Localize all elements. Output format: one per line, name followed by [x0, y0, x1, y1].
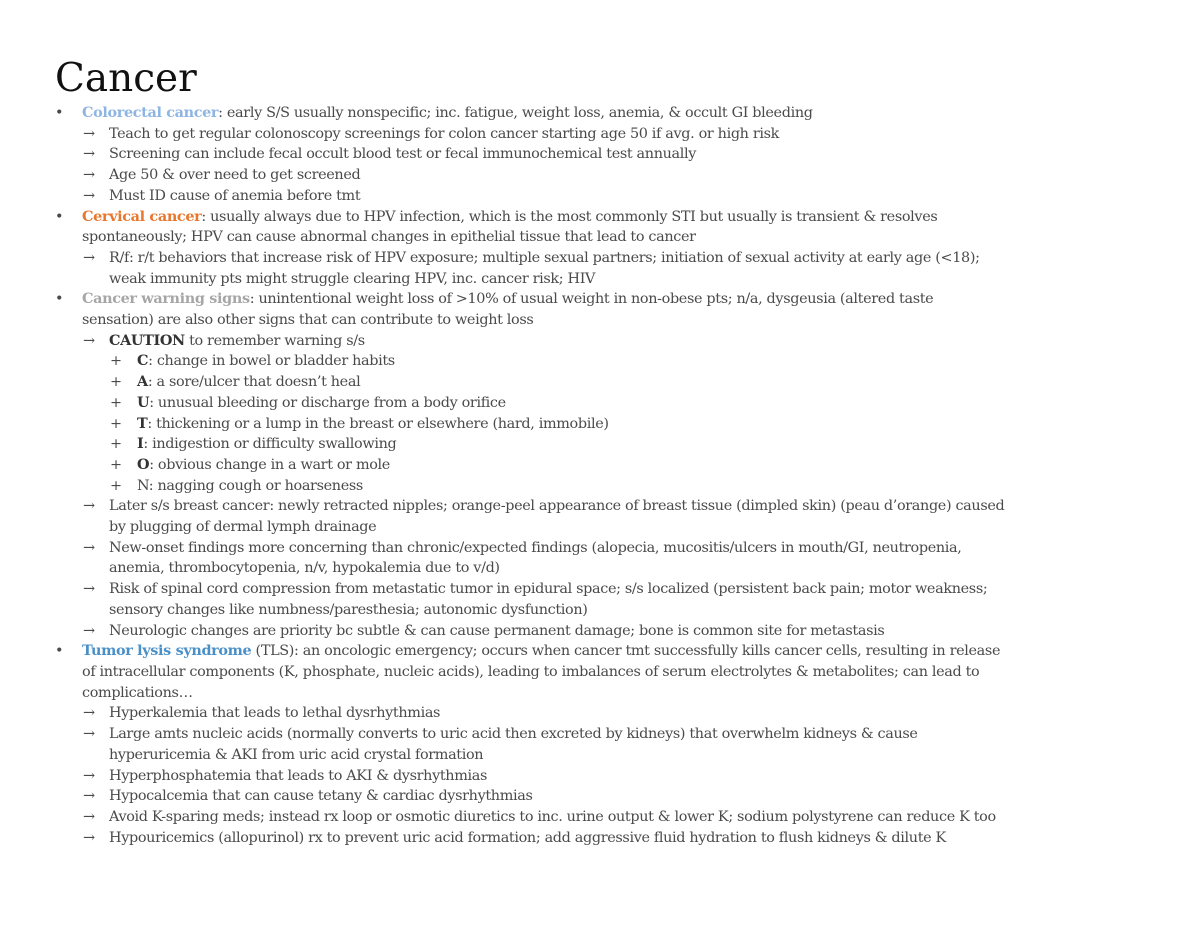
caution-letter: C	[137, 352, 149, 370]
caution-key: CAUTION	[109, 331, 185, 349]
sub-text: anemia, thrombocytopenia, n/v, hypokalemia due to v/d)	[109, 560, 500, 577]
plus-marker: +	[110, 415, 122, 432]
plus-marker: +	[110, 374, 122, 391]
sub-text: hyperuricemia & AKI from uric acid crystal formation	[109, 746, 484, 763]
plus-marker: +	[110, 456, 122, 473]
sub-text: Screening can include fecal occult blood test or fecal immunochemical test annually	[109, 146, 697, 163]
arrow-marker: →	[83, 539, 95, 556]
sub-text: Teach to get regular colonoscopy screenings for colon cancer starting age 50 if avg. or high risk	[109, 125, 780, 142]
bullet-warning-signs	[55, 289, 1155, 310]
caution-item	[55, 434, 1155, 455]
sub-continuation	[55, 745, 1155, 766]
plus-marker: +	[110, 477, 122, 494]
caution-text: : indigestion or difficulty swallowing	[143, 436, 397, 453]
caution-text: : a sore/ulcer that doesn’t heal	[147, 374, 361, 391]
sub-item	[55, 828, 1155, 849]
sub-text: Hyperphosphatemia that leads to AKI & dysrhythmias	[109, 767, 488, 784]
sub-item	[55, 165, 1155, 186]
caution-letter: T	[137, 414, 148, 432]
sub-text: by plugging of dermal lymph drainage	[109, 519, 377, 536]
caution-letter: I	[137, 435, 144, 453]
bullet-text: (TLS): an oncologic emergency; occurs when cancer tmt successfully kills cancer cells, resulting in release	[251, 643, 1001, 660]
sub-item	[55, 703, 1155, 724]
caution-letter: A	[137, 373, 148, 391]
sub-text: Avoid K-sparing meds; instead rx loop or osmotic diuretics to inc. urine output & lower K; sodium polystyrene can reduce K too	[109, 808, 996, 825]
sub-text: Hyperkalemia that leads to lethal dysrhythmias	[109, 705, 441, 722]
sub-continuation	[55, 517, 1155, 538]
sub-text: Risk of spinal cord compression from metastatic tumor in epidural space; s/s localized (persistent back pain; motor weakness;	[109, 581, 988, 598]
sub-item	[55, 248, 1155, 269]
arrow-marker: →	[83, 249, 95, 266]
caution-letter: O	[137, 455, 150, 473]
sub-text: Large amts nucleic acids (normally converts to uric acid then excreted by kidneys) that overwhelm kidneys & cause	[109, 726, 918, 743]
sub-item	[55, 579, 1155, 600]
caution-item	[55, 351, 1155, 372]
arrow-marker: →	[83, 187, 95, 204]
term-tumor-lysis: Tumor lysis syndrome	[82, 642, 252, 660]
arrow-marker: →	[83, 498, 95, 515]
caution-text: : thickening or a lump in the breast or elsewhere (hard, immobile)	[147, 415, 609, 432]
sub-text: weak immunity pts might struggle clearing HPV, inc. cancer risk; HIV	[109, 270, 596, 287]
arrow-marker: →	[83, 581, 95, 598]
caution-text: : obvious change in a wart or mole	[149, 456, 390, 473]
sub-text: New-onset findings more concerning than chronic/expected findings (alopecia, mucositis/ulcers in mouth/GI, neutropenia,	[109, 539, 962, 556]
caution-text: : change in bowel or bladder habits	[148, 353, 395, 370]
bullet-marker: •	[55, 291, 64, 308]
sub-item	[55, 807, 1155, 828]
sub-text: Hypouricemics (allopurinol) rx to prevent uric acid formation; add aggressive fluid hydration to flush kidneys & dilute K	[109, 829, 946, 846]
caution-item	[55, 455, 1155, 476]
caution-item	[55, 476, 1155, 497]
sub-item	[55, 496, 1155, 517]
bullet-continuation	[55, 310, 1155, 331]
sub-text: Later s/s breast cancer: newly retracted nipples; orange-peel appearance of breast tissue (dimpled skin) (peau d’orange) caused	[109, 498, 1005, 515]
arrow-marker: →	[83, 705, 95, 722]
arrow-marker: →	[83, 622, 95, 639]
arrow-marker: →	[83, 788, 95, 805]
bullet-text: sensation) are also other signs that can contribute to weight loss	[82, 312, 534, 329]
arrow-marker: →	[83, 125, 95, 142]
sub-item	[55, 124, 1155, 145]
sub-item	[55, 144, 1155, 165]
sub-item	[55, 766, 1155, 787]
caution-letter: U	[137, 393, 150, 411]
bullet-cervical	[55, 207, 1155, 228]
caution-text: : unusual bleeding or discharge from a body orifice	[149, 394, 506, 411]
bullet-continuation	[55, 662, 1155, 683]
arrow-marker: →	[83, 332, 95, 349]
arrow-marker: →	[83, 808, 95, 825]
bullet-colorectal	[55, 103, 1155, 124]
term-colorectal: Colorectal cancer	[82, 104, 219, 121]
sub-text: to remember warning s/s	[184, 332, 365, 349]
sub-text: R/f: r/t behaviors that increase risk of HPV exposure; multiple sexual partners; initiation of sexual activity at early age (<18);	[109, 249, 980, 266]
sub-item	[55, 538, 1155, 559]
arrow-marker: →	[83, 829, 95, 846]
sub-item	[55, 724, 1155, 745]
term-cervical: Cervical cancer	[82, 207, 202, 225]
sub-item	[55, 186, 1155, 207]
caution-letter: N	[137, 477, 149, 494]
bullet-text: : unintentional weight loss of >10% of usual weight in non-obese pts; n/a, dysgeusia (altered taste	[249, 291, 934, 308]
sub-text: Neurologic changes are priority bc subtle & can cause permanent damage; bone is common site for metastasis	[109, 622, 885, 639]
bullet-text: : early S/S usually nonspecific; inc. fatigue, weight loss, anemia, & occult GI bleeding	[218, 105, 813, 121]
caution-item	[55, 393, 1155, 414]
arrow-marker: →	[83, 726, 95, 743]
sub-continuation	[55, 600, 1155, 621]
plus-marker: +	[110, 394, 122, 411]
sub-text: Must ID cause of anemia before tmt	[109, 187, 361, 204]
arrow-marker: →	[83, 167, 95, 184]
sub-text: sensory changes like numbness/paresthesia; autonomic dysfunction)	[109, 601, 588, 618]
caution-text: : nagging cough or hoarseness	[148, 477, 363, 494]
bullet-continuation	[55, 227, 1155, 248]
notes-list	[55, 103, 1155, 848]
bullet-text: complications…	[82, 684, 193, 701]
arrow-marker: →	[83, 146, 95, 163]
caution-item	[55, 372, 1155, 393]
bullet-text: spontaneously; HPV can cause abnormal changes in epithelial tissue that lead to cancer	[82, 229, 696, 246]
bullet-text: of intracellular components (K, phosphate, nucleic acids), leading to imbalances of serum electrolytes & metabolites; can lead to	[82, 663, 980, 680]
sub-continuation	[55, 558, 1155, 579]
sub-item	[55, 331, 1155, 352]
slide-title: Cancer	[55, 56, 197, 101]
bullet-tumor-lysis	[55, 641, 1155, 662]
arrow-marker: →	[83, 767, 95, 784]
bullet-marker: •	[55, 643, 64, 660]
sub-continuation	[55, 269, 1155, 290]
sub-text: Age 50 & over need to get screened	[109, 167, 361, 184]
bullet-marker: •	[55, 208, 64, 225]
bullet-continuation	[55, 683, 1155, 704]
plus-marker: +	[110, 436, 122, 453]
bullet-marker: •	[55, 105, 64, 121]
sub-item	[55, 786, 1155, 807]
sub-text: Hypocalcemia that can cause tetany & cardiac dysrhythmias	[109, 788, 533, 805]
bullet-text: : usually always due to HPV infection, which is the most commonly STI but usually is transient & resolves	[201, 208, 938, 225]
sub-item	[55, 621, 1155, 642]
plus-marker: +	[110, 353, 122, 370]
caution-item	[55, 414, 1155, 435]
term-warning-signs: Cancer warning signs	[82, 290, 250, 308]
